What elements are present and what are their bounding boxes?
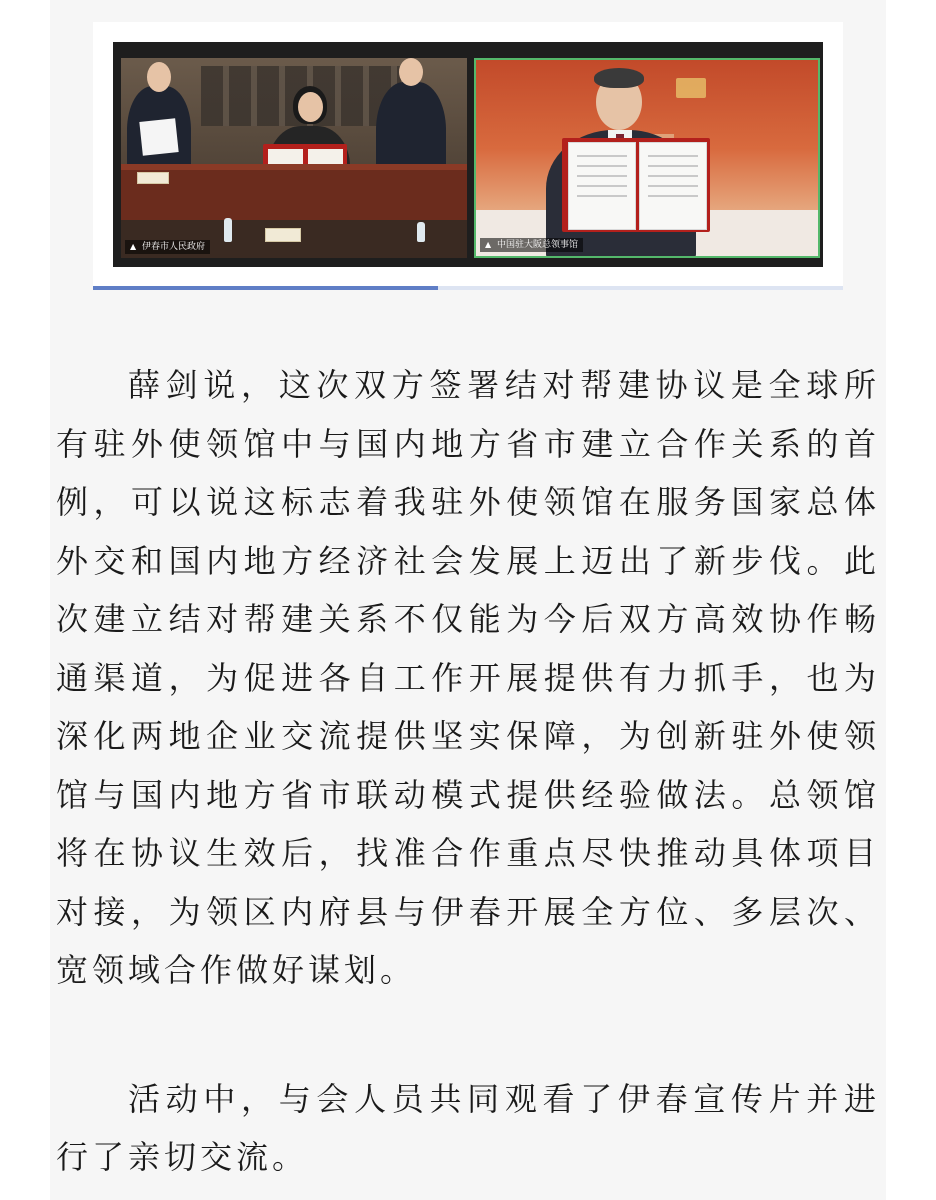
held-paper <box>139 118 178 156</box>
article-body <box>56 356 880 1187</box>
paragraph: 薛剑说，这次双方签署结对帮建协议是全球所有驻外使领馆中与国内地方省市建立合作关系的首例，可以说这标志着我驻外使领馆在服务国家总体外交和国内地方经济社会发展上迈出了新步伐。此次建立结对帮建关系不仅能为今后双方高效协作畅通渠道，为促进各自工作开展提供有力抓手，也为深化两地企业交流提供坚实保障，为创新驻外使领馆与国内地方省市联动模式提供经验做法。总领馆将在协议生效后，找准合作重点尽快推动具体项目对接，为领区内府县与伊春开展全方位、多层次、宽领域合作做好谋划。 <box>56 366 880 989</box>
nameplate-center <box>265 228 301 242</box>
signer-right-hair <box>594 68 644 88</box>
video-signing-photo <box>93 22 843 290</box>
meeting-table <box>121 170 467 220</box>
signer-left-head <box>298 92 323 122</box>
image-progress-fill <box>93 286 438 290</box>
pin-icon: ▲ <box>485 240 492 249</box>
video-conference-frame <box>113 42 823 267</box>
left-caption-text: 伊春市人民政府 <box>142 242 206 252</box>
water-bottle <box>417 222 425 242</box>
nameplate-left <box>137 172 169 184</box>
image-progress-track <box>93 286 843 290</box>
agreement-page-right <box>639 142 707 230</box>
left-pane-caption <box>125 240 210 254</box>
right-caption-text: 中国驻大阪总领事馆 <box>497 240 579 250</box>
right-pane-caption <box>480 238 583 252</box>
attendee-right-head <box>399 58 423 86</box>
paragraph: 活动中，与会人员共同观看了伊春宣传片并进行了亲切交流。 <box>56 1079 880 1176</box>
pin-icon: ▲ <box>130 242 137 251</box>
attendee-left-head <box>147 62 171 92</box>
right-video-pane <box>474 58 820 258</box>
backdrop-emblem <box>676 78 706 98</box>
agreement-page-left <box>568 142 636 230</box>
left-video-pane <box>121 58 467 258</box>
water-bottle <box>224 218 232 242</box>
